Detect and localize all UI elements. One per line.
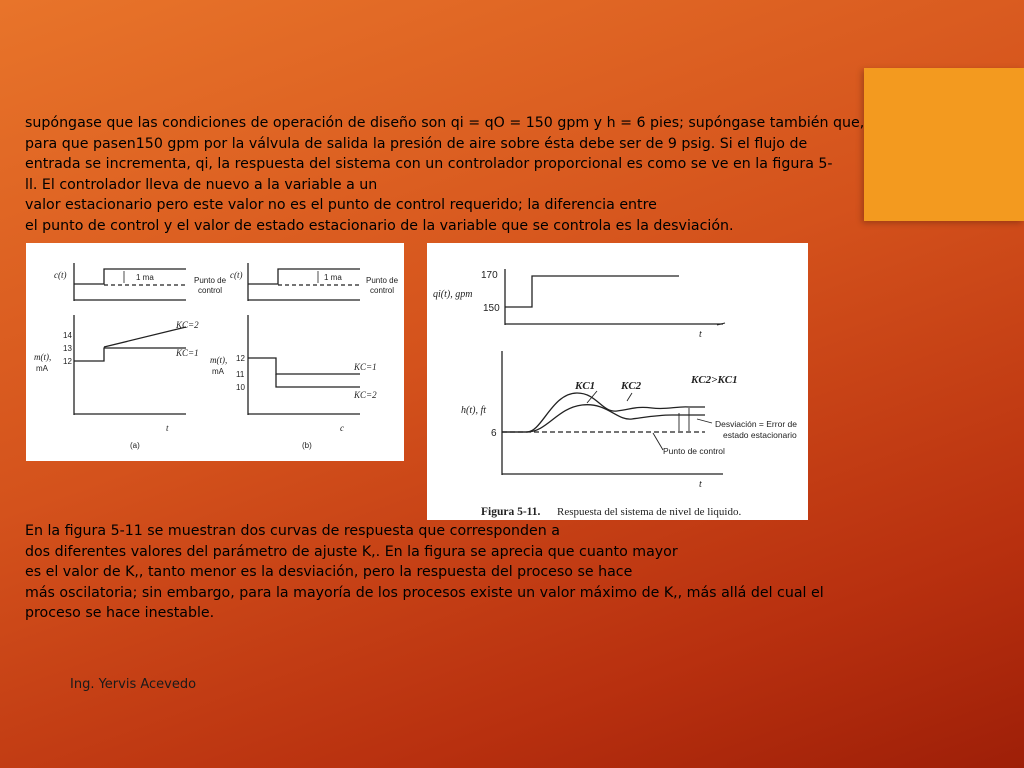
t-label-top: t: [699, 329, 702, 340]
figure-left-svg: [26, 243, 404, 461]
text-line: En la figura 5-11 se muestran dos curvas de respuesta que corresponden a: [25, 523, 560, 539]
t-label-bottom: t: [699, 479, 702, 490]
text-line: es el valor de K,, tanto menor es la desviación, pero la respuesta del proceso se hace: [25, 564, 633, 580]
mt-label-b2: mA: [212, 367, 224, 376]
qi-label: qi(t), gpm: [433, 289, 473, 300]
t-label-b: c: [340, 423, 344, 433]
tick-b-12: 12: [236, 354, 245, 363]
tick-170: 170: [481, 270, 498, 281]
figure-right-svg: [427, 243, 808, 520]
tick-b-11: 11: [236, 370, 245, 379]
kc1-label: KC1: [575, 380, 596, 392]
h-label: h(t), ft: [461, 405, 486, 416]
intro-paragraph: [25, 113, 925, 236]
tick-b-10: 10: [236, 383, 245, 392]
text-line: proceso se hace inestable.: [25, 605, 215, 621]
tick-a-12: 12: [63, 357, 72, 366]
text-line: supóngase que las condiciones de operación de diseño son qi = qO = 150 gpm y h = 6 pies; supóngase también que,: [25, 115, 865, 131]
kc1-label-b: KC=1: [354, 362, 377, 372]
text-line: dos diferentes valores del parámetro de ajuste K,. En la figura se aprecia que cuanto mayor: [25, 543, 678, 560]
kc1-label-a: KC=1: [176, 348, 199, 358]
text-line: para que pasen150 gpm por la válvula de salida la presión de aire sobre ésta debe ser de 9 psig. Si el flujo de: [25, 135, 808, 152]
figure-caption-bold: Figura 5-11.: [481, 506, 541, 518]
ct-label-a: c(t): [54, 270, 67, 280]
caption-b: (b): [302, 441, 312, 450]
figure-controller-response: [26, 243, 404, 461]
desviacion-label-2: estado estacionario: [723, 430, 797, 440]
setpoint-label-b2: control: [370, 286, 395, 295]
tick-6: 6: [491, 428, 497, 439]
caption-a: (a): [130, 441, 140, 450]
mt-label-b1: m(t),: [210, 355, 228, 365]
figure-caption-rest: Respuesta del sistema de nivel de liquido.: [557, 506, 742, 518]
setpoint-label-a2: control: [198, 286, 223, 295]
setpoint-label-a1: Punto de: [194, 276, 227, 285]
tick-a-13: 13: [63, 344, 72, 353]
mt-label-a1: m(t),: [34, 352, 52, 362]
kc2-label-a: KC=2: [176, 320, 199, 330]
text-line: el punto de control y el valor de estado estacionario de la variable que se controla es la desviación.: [25, 217, 734, 234]
text-line: más oscilatoria; sin embargo, para la mayoría de los procesos existe un valor máximo de K,, más allá del cual el: [25, 584, 824, 601]
figure-5-11: [427, 243, 808, 520]
kc-relation-label: KC2>KC1: [691, 374, 738, 386]
author-footer: Ing. Yervis Acevedo: [70, 677, 197, 692]
setpoint-label-b1: Punto de: [366, 276, 399, 285]
text-line: valor estacionario pero este valor no es el punto de control requerido; la diferencia entre: [25, 197, 657, 213]
text-line: ll. El controlador lleva de nuevo a la variable a un: [25, 176, 378, 193]
text-line: entrada se incrementa, qi, la respuesta del sistema con un controlador proporcional es como se ve en la figura 5-: [25, 156, 833, 172]
tick-150: 150: [483, 303, 500, 314]
explanation-paragraph: [25, 521, 925, 624]
punto-control-label: Punto de control: [663, 446, 725, 456]
kc2-label: KC2: [621, 380, 642, 392]
mt-label-a2: mA: [36, 364, 48, 373]
t-label-a: t: [166, 423, 169, 433]
kc2-label-b: KC=2: [354, 390, 377, 400]
delta-label-b: 1 ma: [324, 273, 342, 282]
delta-label-a: 1 ma: [136, 273, 154, 282]
desviacion-label-1: Desviación = Error de: [715, 419, 797, 429]
tick-a-14: 14: [63, 331, 72, 340]
ct-label-b: c(t): [230, 270, 243, 280]
